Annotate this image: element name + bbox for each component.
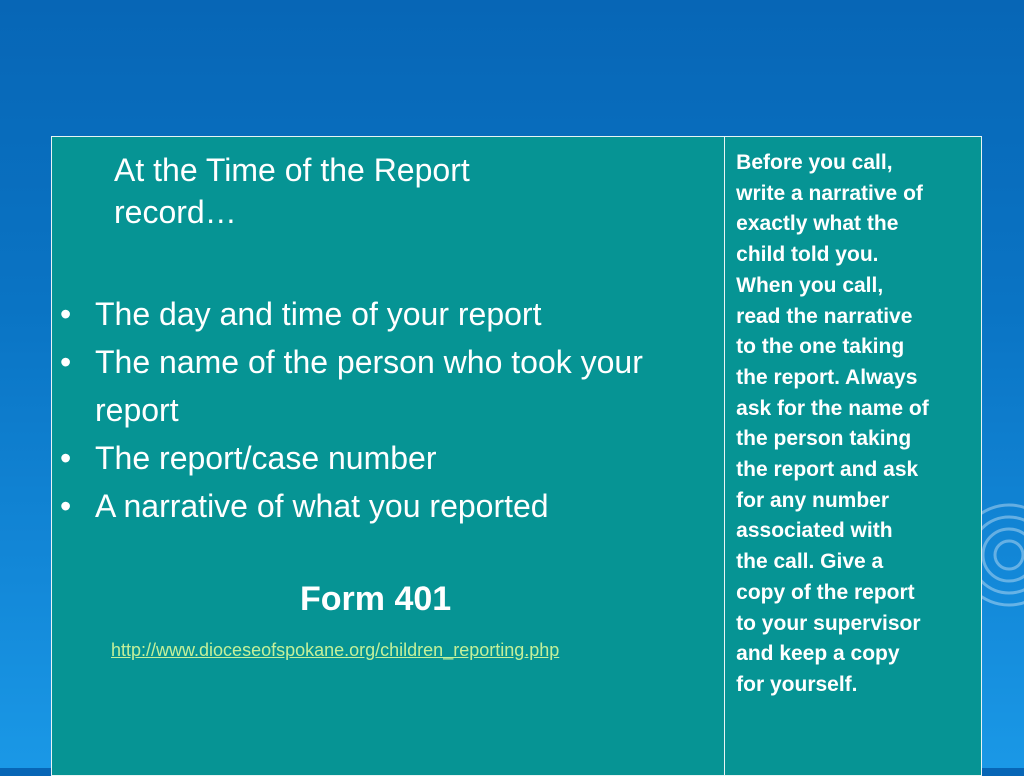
- heading-line-2: record…: [114, 194, 237, 230]
- instruction-line: associated with: [736, 519, 893, 543]
- form-label: Form 401: [300, 580, 452, 618]
- instruction-line: to the one taking: [736, 335, 905, 359]
- bullet-icon: •: [60, 344, 72, 380]
- instruction-line: for any number: [736, 488, 890, 512]
- instruction-line: to your supervisor: [736, 611, 921, 635]
- instruction-line: Before you call,: [736, 151, 893, 174]
- heading-line-1: At the Time of the Report: [114, 152, 470, 188]
- instruction-line: the call. Give a: [736, 550, 884, 574]
- reporting-link[interactable]: http://www.dioceseofspokane.org/children_reporting.php: [111, 640, 560, 660]
- bullet-icon: •: [60, 440, 72, 476]
- instruction-line: copy of the report: [736, 580, 915, 604]
- right-cell: [725, 137, 982, 776]
- instruction-line: the report. Always: [736, 365, 918, 389]
- bullet-icon: •: [60, 488, 72, 524]
- instructions-text: [736, 148, 973, 701]
- list-item-text: The name of the person who took your report: [95, 344, 643, 428]
- left-cell: [52, 137, 725, 776]
- list-item-text: A narrative of what you reported: [95, 488, 549, 524]
- instruction-line: the report and ask: [736, 458, 919, 482]
- list-item-text: The report/case number: [95, 440, 437, 476]
- bullet-icon: •: [60, 296, 72, 332]
- instruction-line: exactly what the: [736, 212, 899, 236]
- instruction-line: read the narrative: [736, 304, 913, 328]
- instruction-line: and keep a copy: [736, 642, 900, 666]
- record-list: [60, 290, 710, 530]
- list-item: [60, 338, 710, 434]
- instruction-line: the person taking: [736, 427, 912, 451]
- list-item: [60, 290, 710, 338]
- instruction-line: for yourself.: [736, 672, 858, 696]
- instruction-line: ask for the name of: [736, 396, 929, 420]
- list-item: [60, 434, 710, 482]
- list-item-text: The day and time of your report: [95, 296, 542, 332]
- instruction-line: When you call,: [736, 273, 884, 297]
- content-table: [51, 136, 982, 776]
- list-item: [60, 482, 710, 530]
- instruction-line: child told you.: [736, 243, 879, 267]
- instruction-line: write a narrative of: [736, 181, 923, 205]
- section-heading: [114, 149, 634, 233]
